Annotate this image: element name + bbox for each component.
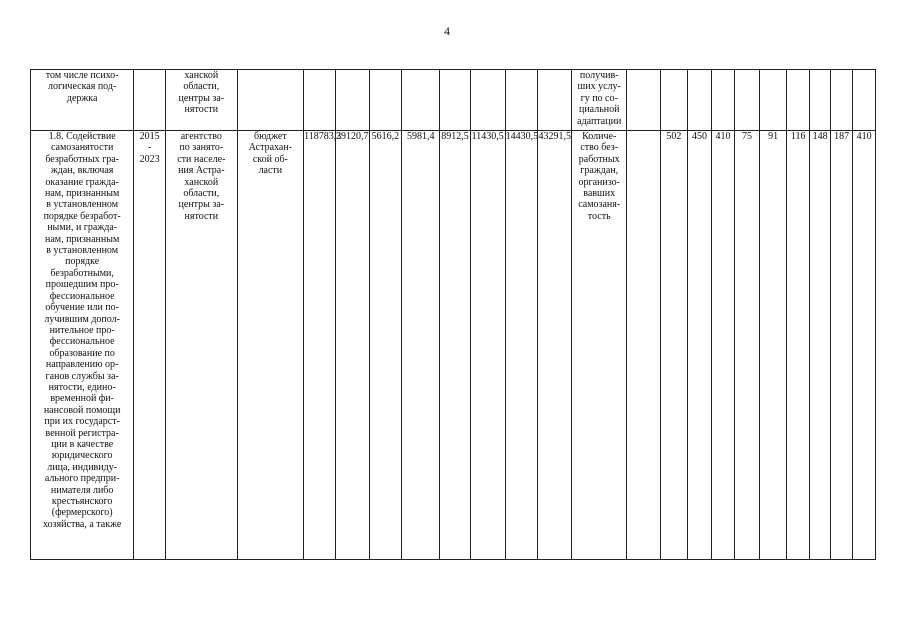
text-line: в установленном [46,199,119,211]
indicator-value-empty [853,70,876,131]
text-line: ждан, включая [50,165,114,177]
text-line: лица, индивиду- [47,461,118,473]
finance-cell-empty [369,70,402,131]
indicator-value-cell: 410 [853,131,876,560]
text-line: порядке [65,256,100,268]
text-line: сти населе- [177,153,226,165]
indicator-value-empty [734,70,760,131]
finance-year-cell: 14430,5 [505,131,538,560]
indicator-name-cell [572,131,627,560]
indicator-value-empty [627,131,661,560]
finance-total-cell: 118783,3 [304,131,336,560]
text-line: фессиональное [49,336,115,348]
text-line: области, [183,81,220,93]
text-line: тость [587,210,611,222]
text-line: центры за- [178,199,225,211]
text-line: граждан, [580,165,619,177]
activity-cell [31,131,134,560]
text-line: по занято- [179,142,224,154]
indicator-value-cell: 187 [830,131,853,560]
indicator-value-cell: 502 [661,131,688,560]
text-line: образование по [49,347,115,359]
text-line: нятости [184,210,219,222]
text-line: области, [183,188,220,200]
text-line: циальной [578,104,620,116]
text-line: направлению ор- [45,359,119,371]
finance-cell-empty [335,70,369,131]
text-line: ханской [184,70,219,81]
text-line: лучившим допол- [44,313,120,325]
indicator-value-cell: 75 [734,131,760,560]
finance-year-cell: 29120,7 [335,131,369,560]
text-line: нансовой помощи [43,404,121,416]
text-line: прошедшим про- [45,279,119,291]
finance-cell-empty [304,70,336,131]
text-line: гу по со- [580,92,618,104]
indicator-value-empty [786,70,810,131]
finance-year-cell: 8912,5 [440,131,471,560]
executor-cell [166,131,238,560]
indicator-cell-continued [572,70,627,131]
text-line: центры за- [178,92,225,104]
text-line: временной фи- [50,393,114,405]
source-cell-empty [237,70,303,131]
text-line: юридического [51,450,113,462]
text-line: нимателя либо [50,484,114,496]
table-row-1-8 [31,131,876,560]
indicator-value-cell: 450 [687,131,712,560]
text-line: - [147,142,152,154]
text-line: нятости [184,104,219,116]
text-line: бюджет [254,131,287,142]
text-line: ших услу- [577,81,621,93]
text-line: том числе психо- [45,70,119,81]
text-line: ство без- [580,142,619,154]
indicator-value-empty [687,70,712,131]
text-line: вавших [583,188,616,200]
indicator-value-cell: 410 [712,131,735,560]
executor-cell-continued [166,70,238,131]
text-line: ными, и гражда- [47,222,118,234]
text-line: 2023 [139,153,160,165]
finance-cell-empty [505,70,538,131]
finance-year-cell: 5981,4 [402,131,440,560]
text-line: Количе- [582,131,617,142]
text-line: оказание гражда- [45,176,119,188]
finance-year-cell: 5616,2 [369,131,402,560]
text-line: адаптации [577,115,622,127]
text-line: безработных гра- [45,153,119,165]
program-table [30,69,876,560]
text-line: при их государст- [44,416,120,428]
finance-cell-empty [440,70,471,131]
text-line: логическая под- [47,81,117,93]
text-line: безработными, [50,267,114,279]
funding-source-cell [237,131,303,560]
text-line: агентство [180,131,222,142]
activity-cell-continued [31,70,134,131]
text-line: получив- [579,70,619,81]
page-number: 4 [444,24,450,38]
text-line: в установленном [46,245,119,257]
text-line: хозяйства, а также [43,518,122,530]
text-line: ганов службы за- [45,370,119,382]
text-line: самозаня- [578,199,621,211]
text-line: самозанятости [50,142,114,154]
text-line: ции в качестве [51,438,114,450]
text-line: ханской [184,176,219,188]
finance-cell-empty [470,70,505,131]
text-line: ального предпри- [44,473,120,485]
period-cell [134,131,166,560]
indicator-value-empty [627,70,661,131]
finance-cell-empty [538,70,572,131]
text-line: 1.8. Содействие [48,131,116,142]
text-line: ласти [258,165,283,177]
table-row-continuation [31,70,876,131]
text-line: порядке безработ- [43,210,121,222]
indicator-value-empty [810,70,830,131]
text-line: крестьянского [51,496,113,507]
text-line: фессиональное [49,290,115,302]
text-line: ния Астра- [178,165,225,177]
text-line: нятости, едино- [48,381,116,393]
indicator-value-empty [760,70,787,131]
text-line: Астрахан- [248,142,293,154]
finance-year-cell: 11430,5 [470,131,505,560]
text-line: нам, признанным [45,233,120,245]
text-line: венной регистра- [45,427,119,439]
text-line: (фермерского) [51,507,113,519]
text-line: работных [578,153,620,165]
finance-cell-empty [402,70,440,131]
text-line: 2015 [139,131,160,142]
indicator-value-cell: 148 [810,131,830,560]
indicator-value-cell: 116 [786,131,810,560]
indicator-value-empty [712,70,735,131]
indicator-value-empty [661,70,688,131]
text-line: держка [66,92,98,104]
period-cell-empty [134,70,166,131]
indicator-value-cell: 91 [760,131,787,560]
text-line: обучение или по- [45,302,119,314]
text-line: нам, признанным [45,188,120,200]
finance-year-cell: 43291,5 [538,131,572,560]
text-line: ской об- [252,153,288,165]
text-line: организо- [578,176,620,188]
indicator-value-empty [830,70,853,131]
text-line: нительное про- [49,324,115,336]
